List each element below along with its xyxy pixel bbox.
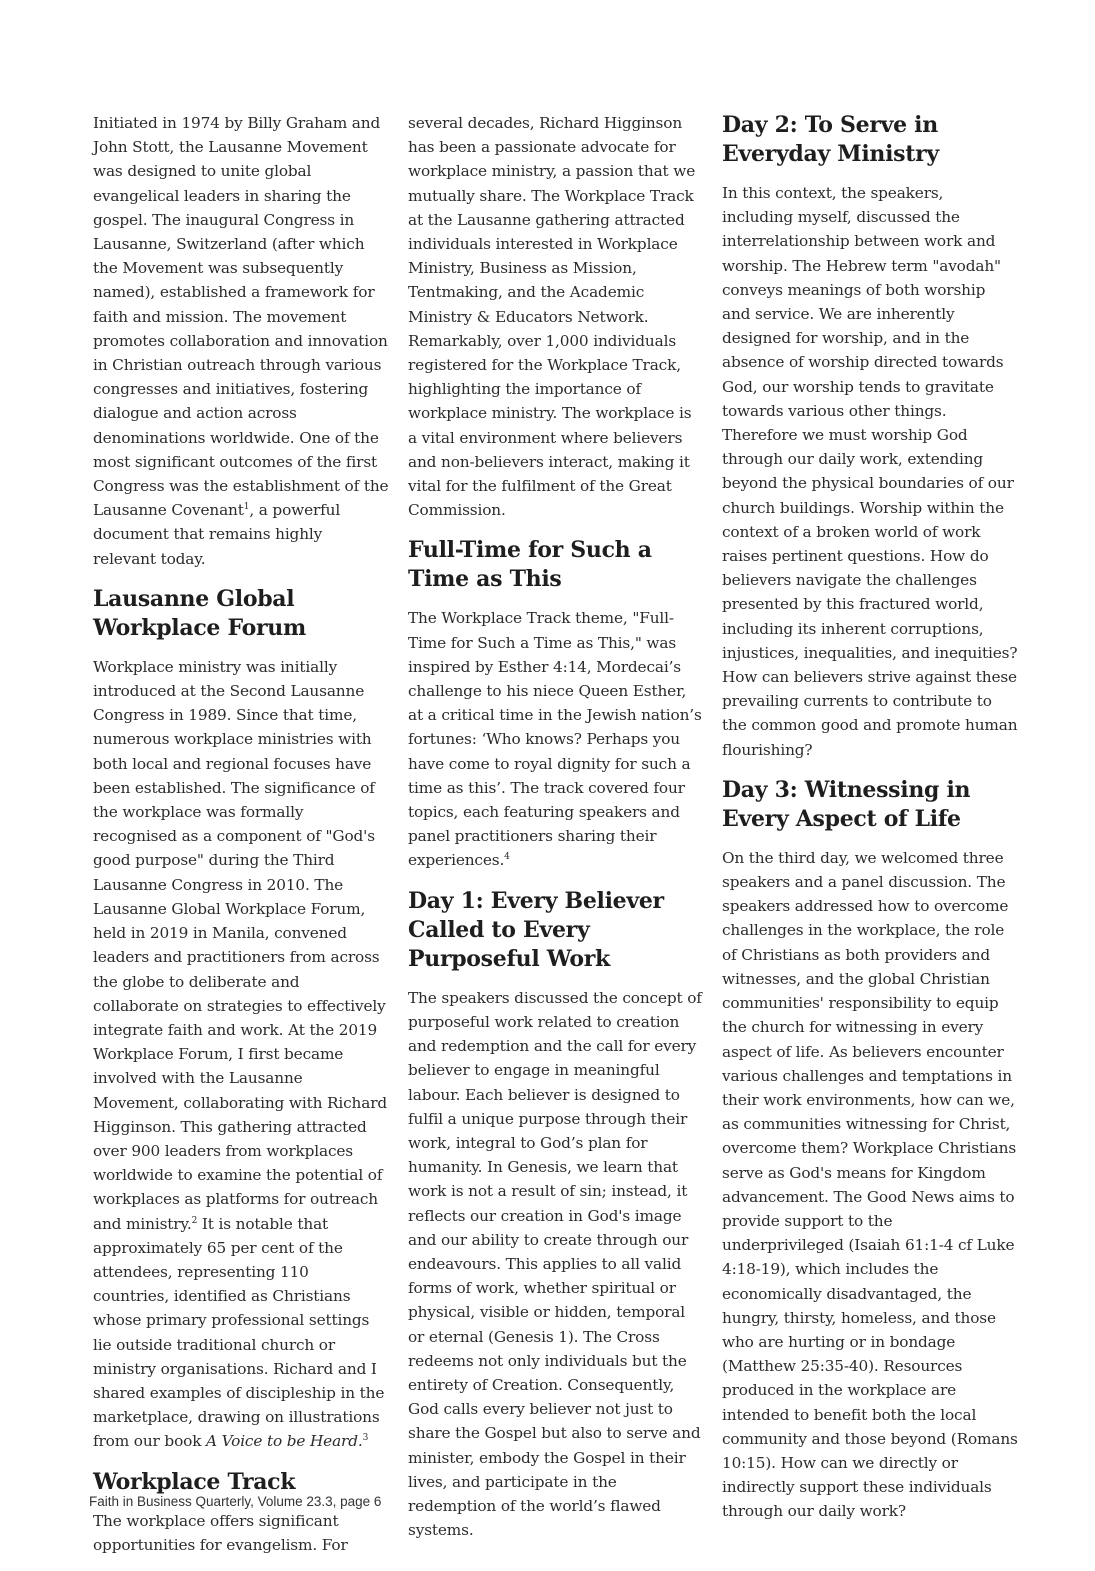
heading-day-3: Day 3: Witnessing in Every Aspect of Life: [722, 776, 971, 832]
page-footer: Faith in Business Quarterly, Volume 23.3, page 6: [89, 1494, 382, 1509]
theme-paragraph: The Workplace Track theme, "Full-Time for Such a Time as This," was inspired by Esther 4:14, Mordecai’s challenge to his niece Queen Esther, at a critical time in the Jewish nation’s fortunes: ‘Who knows? Perhaps you have come to royal dignity for such a time as this’. The track covered four topics, each featuring speakers and panel practitioners sharing their experiences.$^4$: [408, 609, 702, 870]
footnote-ref-3: 3: [362, 1433, 369, 1444]
intro-paragraph: Initiated in 1974 by Billy Graham and John Stott, the Lausanne Movement was designed to unite global evangelical leaders in sharing the gospel. The inaugural Congress in Lausanne, Switzerland (after which the Movement was subsequently named), established a framework for faith and mission. The movement promotes collaboration and innovation in Christian outreach through various congresses and initiatives, fostering dialogue and action across denominations worldwide. One of the most significant outcomes of the first Congress was the establishment of the Lausanne Covenant$^1$, a powerful document that remains highly relevant today.: [93, 114, 389, 568]
book-title: A Voice to be Heard.: [206, 1432, 363, 1451]
forum-paragraph: Workplace ministry was initially introduced at the Second Lausanne Congress in 1989. Since that time, numerous workplace ministries with both local and regional focuses have been established. The significance of the workplace was formally recognised as a component of "God's good purpose" during the Third Lausanne Congress in 2010. The Lausanne Global Workplace Forum, held in 2019 in Manila, convened leaders and practitioners from across the globe to deliberate and collaborate on strategies to effectively integrate faith and work. At the 2019 Workplace Forum, I first became involved with the Lausanne Movement, collaborating with Richard Higginson. This gathering attracted over 900 leaders from workplaces worldwide to examine the potential of workplaces as platforms for outreach and ministry.$^2$ It is notable that approximately 65 per cent of the attendees, representing 110 countries, identified as Christians whose primary professional settings lie outside traditional church or ministry organisations. Richard and I shared examples of discipleship in the marketplace, drawing on illustrations from our book A Voice to be Heard.$^3$: [93, 657, 388, 1451]
column-left: [93, 111, 389, 1571]
heading-day-2: Day 2: To Serve in Everyday Ministry: [722, 112, 939, 167]
heading-full-time: Full-Time for Such a Time as This: [408, 537, 652, 593]
heading-workplace-track: Workplace Track: [93, 1468, 296, 1495]
day-3-paragraph: On the third day, we welcomed three speakers and a panel discussion. The speakers addressed how to overcome challenges in the workplace, the role of Christians as both providers and witnesses, and the global Christian communities' responsibility to equip the church for witnessing in every aspect of life. As believers encounter various challenges and temptations in their work environments, how can we, as communities witnessing for Christ, overcome them? Workplace Christians serve as God's means for Kingdom advancement. The Good News aims to provide support to the underprivileged (Isaiah 61:1-4 cf Luke 4:18-19), which includes the economically disadvantaged, the hungry, thirsty, homeless, and those who are hurting or in bondage (Matthew 25:35-40). Resources produced in the workplace are intended to benefit both the local community and those beyond (Romans 10:15). How can we directly or indirectly support these individuals through our daily work?: [722, 848, 1018, 1521]
footnote-ref-4: 4: [504, 852, 510, 863]
column-middle: [408, 111, 704, 1556]
footnote-ref-2: 2: [191, 1215, 198, 1226]
heading-day-1: Day 1: Every Believer Called to Every Purposeful Work: [408, 887, 664, 972]
day-1-paragraph: The speakers discussed the concept of purposeful work related to creation and redemption and the call for every believer to engage in meaningful labour. Each believer is designed to fulfil a unique purpose through their work, integral to God’s plan for humanity. In Genesis, we learn that work is not a result of sin; instead, it reflects our creation in God's image and our ability to create through our endeavours. This applies to all valid forms of work, whether spiritual or physical, visible or hidden, temporal or eternal (Genesis 1). The Cross redeems not only individuals but the entirety of Creation. Consequently, God calls every believer not just to share the Gospel but also to serve and minister, embody the Gospel in their lives, and participate in the redemption of the world’s flawed systems.: [408, 988, 702, 1540]
track-paragraph-start: The workplace offers significant opportunities for evangelism. For: [93, 1511, 348, 1554]
heading-global-workplace-forum: Lausanne Global Workplace Forum: [93, 585, 306, 641]
track-paragraph-continued: several decades, Richard Higginson has been a passionate advocate for workplace ministry, a passion that we mutually share. The Workplace Track at the Lausanne gathering attracted individuals interested in Workplace Ministry, Business as Mission, Tentmaking, and the Academic Ministry & Educators Network. Remarkably, over 1,000 individuals registered for the Workplace Track, highlighting the importance of workplace ministry. The workplace is a vital environment where believers and non-believers interact, making it vital for the fulfilment of the Great Commission.: [408, 114, 696, 520]
day-2-paragraph: In this context, the speakers, including myself, discussed the interrelationship between work and worship. The Hebrew term "avodah" conveys meanings of both worship and service. We are inherently designed for worship, and in the absence of worship directed towards God, our worship tends to gravitate towards various other things. Therefore we must worship God through our daily work, extending beyond the physical boundaries of our church buildings. Worship within the context of a broken world of work raises pertinent questions. How do believers navigate the challenges presented by this fractured world, including its inherent corruptions, injustices, inequalities, and inequities? How can believers strive against these prevailing currents to contribute to the common good and promote human flourishing?: [722, 184, 1018, 759]
column-right: [722, 111, 1018, 1538]
footnote-ref-1: 1: [243, 502, 250, 513]
